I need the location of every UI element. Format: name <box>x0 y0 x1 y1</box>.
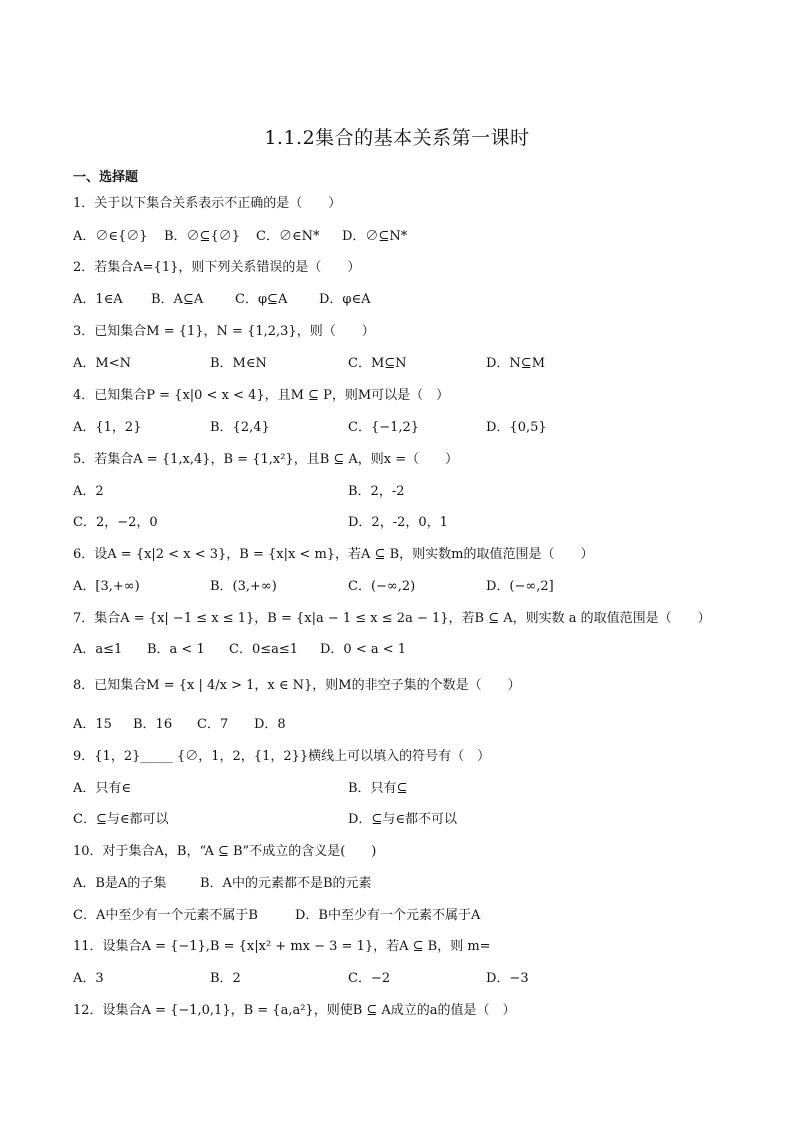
q8-option-c: C．7 <box>197 717 229 732</box>
q7-option-c: C．0≤a≤1 <box>229 642 299 657</box>
q3-option-b: B．M∈N <box>210 356 267 371</box>
q9-option-b: B．只有⊆ <box>348 781 408 796</box>
q2-option-c: C．φ⊆A <box>235 292 288 307</box>
q3-option-c: C．M⊆N <box>348 356 407 371</box>
q9-option-c: C．⊆与∈都可以 <box>73 812 169 827</box>
q3-option-d: D．N⊆M <box>486 356 546 371</box>
q6-option-b: B．(3,+∞) <box>210 579 277 594</box>
question-12: 12．设集合A = {−1,0,1}，B = {a,a²}，则使B ⊆ A成立的a的值是（ ） <box>73 1003 516 1018</box>
q5-option-b: B．2，-2 <box>348 484 405 499</box>
q2-option-b: B．A⊆A <box>151 292 204 307</box>
q4-option-d: D．{0,5} <box>486 420 547 435</box>
q10-option-a: A．B是A的子集 <box>73 876 167 891</box>
question-1: 1．关于以下集合关系表示不正确的是（ ） <box>73 196 342 211</box>
q5-option-c: C．2，−2，0 <box>73 515 158 530</box>
q11-option-d: D．−3 <box>486 971 529 986</box>
q11-option-b: B．2 <box>210 971 241 986</box>
q11-option-c: C．−2 <box>348 971 391 986</box>
q5-option-a: A．2 <box>73 484 104 499</box>
q11-option-a: A．3 <box>73 971 104 986</box>
q1-option-a: A．∅∈{∅} <box>73 229 148 244</box>
question-3: 3．已知集合M = {1}，N = {1,2,3}，则（ ） <box>73 324 375 339</box>
question-4: 4．已知集合P = {x|0 < x < 4}，且M ⊆ P，则M可以是（ ） <box>73 388 450 403</box>
q1-option-b: B．∅⊆{∅} <box>164 229 240 244</box>
q7-option-d: D．0 < a < 1 <box>320 642 407 657</box>
question-9: 9．{1，2}_____ {∅，1，2，{1，2}}横线上可以填入的符号有（ ） <box>73 749 491 764</box>
q4-option-c: C．{−1,2} <box>348 420 420 435</box>
question-8: 8．已知集合M = {x | 4/x > 1，x ∈ N}，则M的非空子集的个数是（ ） <box>73 678 521 693</box>
page-title: 1.1.2集合的基本关系第一课时 <box>264 127 530 149</box>
q6-option-c: C．(−∞,2) <box>348 579 416 594</box>
q4-option-b: B．{2,4} <box>210 420 270 435</box>
q2-option-a: A．1∈A <box>73 292 123 307</box>
q7-option-b: B．a < 1 <box>147 642 205 657</box>
q10-option-c: C．A中至少有一个元素不属于B <box>73 908 258 923</box>
q7-option-a: A．a≤1 <box>73 642 123 657</box>
q10-option-b: B．A中的元素都不是B的元素 <box>200 876 372 891</box>
q6-option-a: A．[3,+∞) <box>73 579 140 594</box>
section-heading: 一、选择题 <box>73 170 139 185</box>
question-11: 11．设集合A = {−1},B = {x|x² + mx − 3 = 1}，若A ⊆ B，则 m= <box>73 939 491 954</box>
q8-option-d: D．8 <box>254 717 286 732</box>
question-6: 6．设A = {x|2 < x < 3}，B = {x|x < m}，若A ⊆ B，则实数m的取值范围是（ ） <box>73 547 594 562</box>
question-2: 2．若集合A={1}，则下列关系错误的是（ ） <box>73 260 361 275</box>
question-7: 7．集合A = {x| −1 ≤ x ≤ 1}，B = {x|a − 1 ≤ x ≤ 2a − 1}，若B ⊆ A，则实数 a 的取值范围是（ ） <box>73 611 711 626</box>
q8-option-a: A．15 <box>73 717 112 732</box>
q1-option-c: C．∅∈N* <box>256 229 320 244</box>
q9-option-d: D．⊆与∈都不可以 <box>348 812 457 827</box>
q4-option-a: A．{1，2} <box>73 420 142 435</box>
question-5: 5．若集合A = {1,x,4}，B = {1,x²}，且B ⊆ A，则x =（ ） <box>73 452 459 467</box>
q2-option-d: D．φ∈A <box>319 292 371 307</box>
q1-option-d: D．∅⊆N* <box>342 229 408 244</box>
q8-option-b: B．16 <box>133 717 173 732</box>
q3-option-a: A．M<N <box>73 356 131 371</box>
q5-option-d: D．2，-2，0，1 <box>348 515 448 530</box>
q10-option-d: D．B中至少有一个元素不属于A <box>295 908 481 923</box>
q9-option-a: A．只有∈ <box>73 781 132 796</box>
question-10: 10．对于集合A，B，“A ⊆ B”不成立的含义是( ) <box>73 844 377 859</box>
q6-option-d: D．(−∞,2] <box>486 579 554 594</box>
